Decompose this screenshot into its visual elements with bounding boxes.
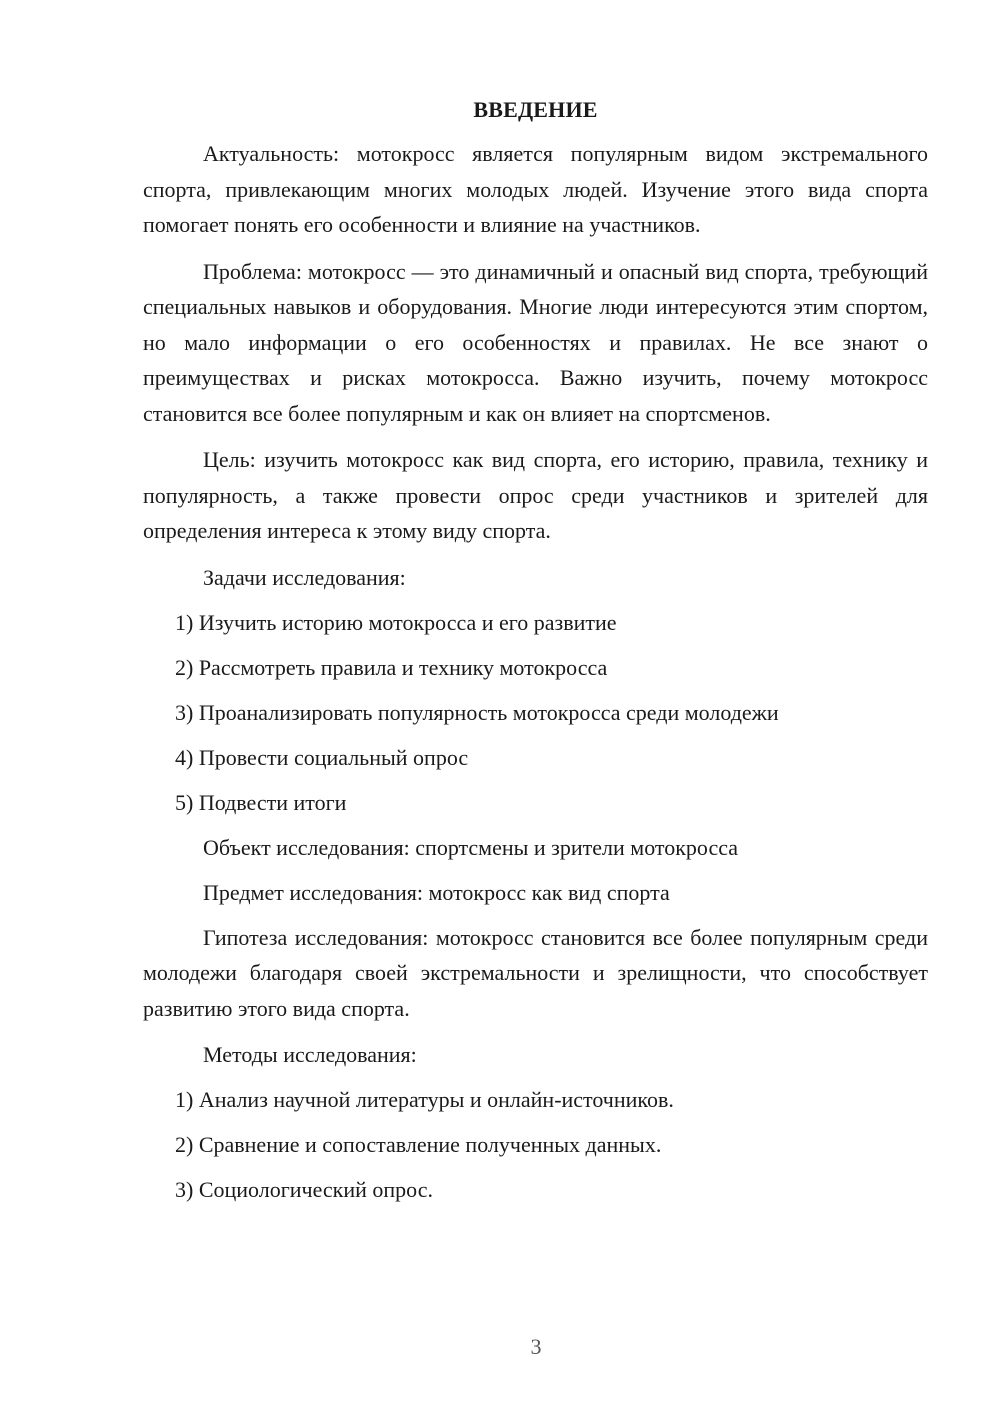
research-object: Объект исследования: спортсмены и зрители мотокросса bbox=[203, 834, 739, 860]
research-subject: Предмет исследования: мотокросс как вид спорта bbox=[203, 879, 670, 905]
hypothesis-paragraph: Гипотеза исследования: мотокросс становится все более популярным среди молодежи благодаря своей экстремальности и зрелищности, что способствует развитию этого вида спорта. bbox=[143, 924, 928, 1021]
problem-paragraph: Проблема: мотокросс — это динамичный и опасный вид спорта, требующий специальных навыков и оборудования. Многие люди интересуются этим спортом, но мало информации о его особенностях и правилах. Не все знают о преимуществах и рисках мотокросса. Важно изучить, почему мотокросс становится все более популярным и как он влияет на спортсменов. bbox=[143, 258, 928, 426]
relevance-paragraph: Актуальность: мотокросс является популярным видом экстремального спорта, привлекающим многих молодых людей. Изучение этого вида спорта помогает понять его особенности и влияние на участников. bbox=[143, 141, 928, 237]
document-page bbox=[143, 92, 928, 1217]
method-item-3: 3) Социологический опрос. bbox=[175, 1177, 433, 1202]
page-number: 3 bbox=[530, 1334, 542, 1359]
section-title: ВВЕДЕНИЕ bbox=[473, 97, 598, 122]
tasks-label: Задачи исследования: bbox=[203, 564, 406, 590]
goal-paragraph: Цель: изучить мотокросс как вид спорта, его историю, правила, технику и популярность, а также провести опрос среди участников и зрителей для определения интереса к этому виду спорта. bbox=[143, 447, 928, 543]
task-item-2: 2) Рассмотреть правила и технику мотокросса bbox=[175, 654, 608, 680]
method-item-2: 2) Сравнение и сопоставление полученных данных. bbox=[175, 1132, 662, 1157]
task-item-5: 5) Подвести итоги bbox=[175, 789, 347, 815]
methods-label: Методы исследования: bbox=[203, 1042, 417, 1067]
method-item-1: 1) Анализ научной литературы и онлайн-источников. bbox=[175, 1087, 674, 1112]
task-item-4: 4) Провести социальный опрос bbox=[175, 744, 469, 770]
task-item-3: 3) Проанализировать популярность мотокросса среди молодежи bbox=[175, 699, 779, 725]
task-item-1: 1) Изучить историю мотокросса и его развитие bbox=[175, 609, 617, 635]
